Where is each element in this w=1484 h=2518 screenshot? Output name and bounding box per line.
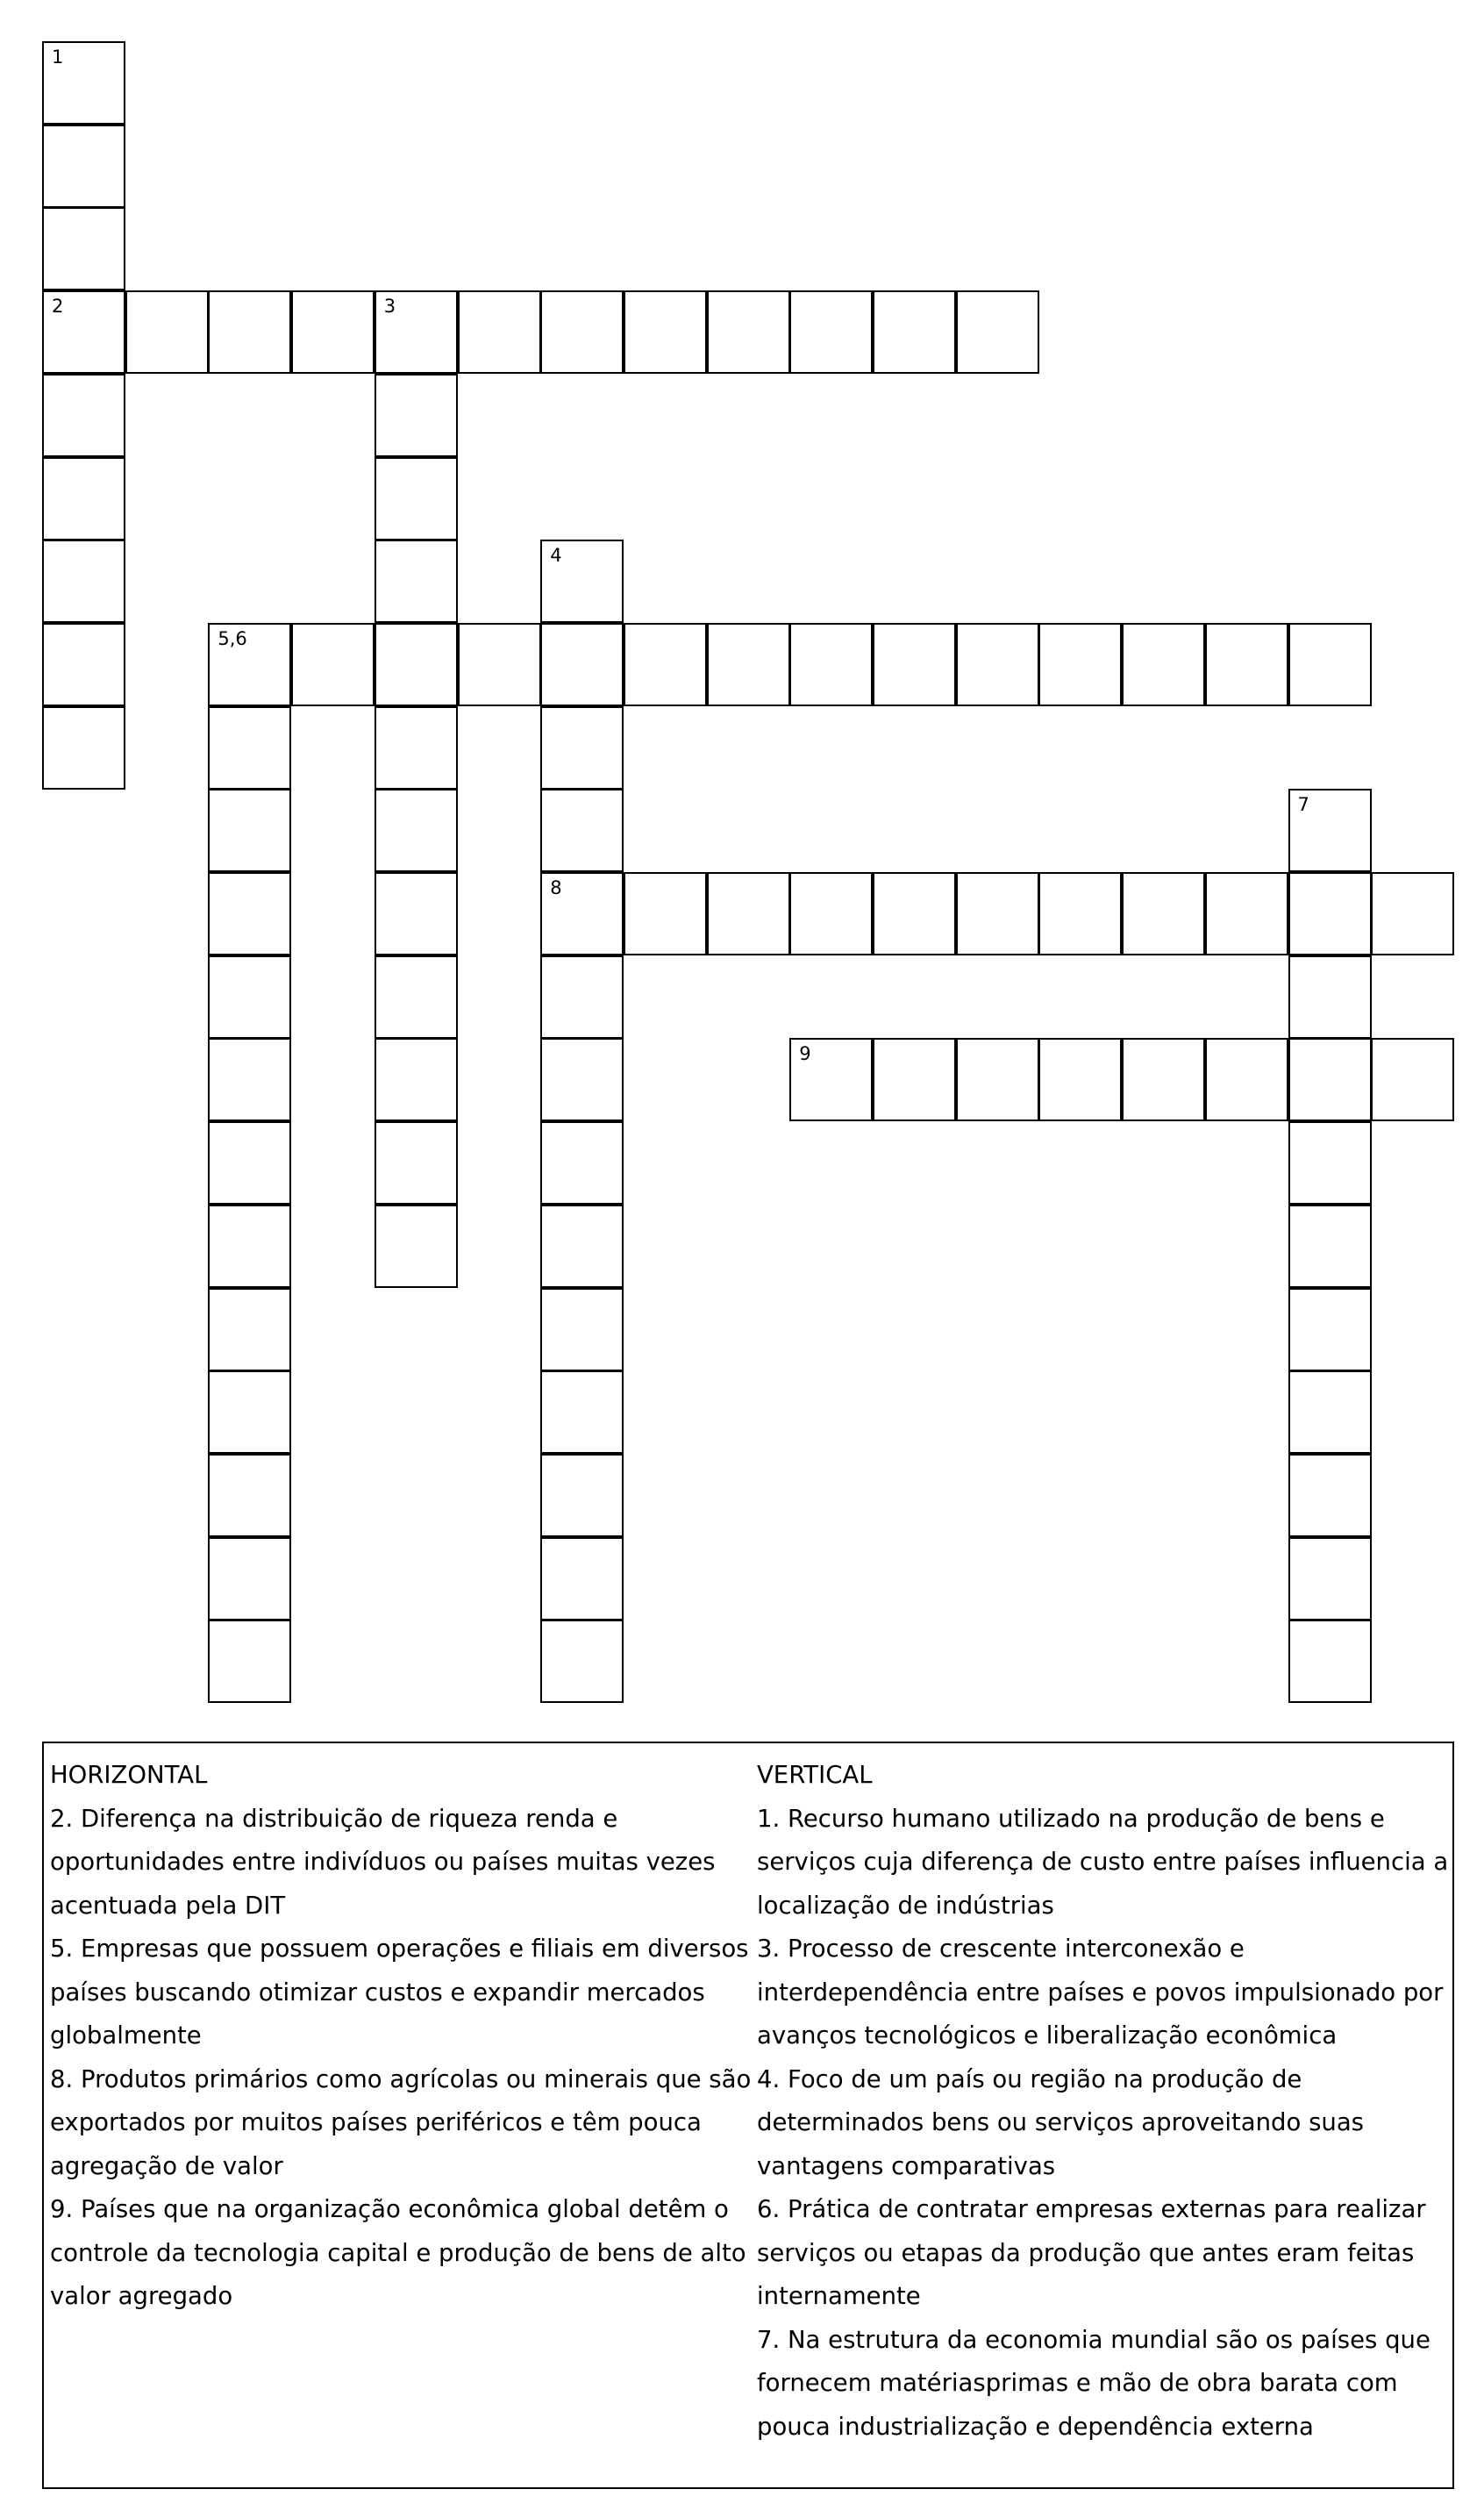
grid-cell[interactable] [375, 955, 458, 1039]
grid-cell[interactable] [956, 290, 1039, 374]
grid-cell[interactable] [375, 540, 458, 623]
grid-cell[interactable] [1122, 1038, 1205, 1121]
grid-cell[interactable] [208, 1288, 291, 1371]
grid-cell[interactable] [375, 290, 458, 374]
grid-cell[interactable] [873, 290, 956, 374]
grid-cell[interactable] [956, 623, 1039, 706]
grid-cell[interactable] [375, 706, 458, 790]
grid-cell[interactable] [208, 789, 291, 872]
clues-box [42, 1742, 1454, 2489]
grid-cell[interactable] [540, 789, 624, 872]
grid-cell[interactable] [42, 125, 125, 208]
grid-cell[interactable] [208, 1370, 291, 1454]
grid-cell[interactable] [208, 1620, 291, 1703]
clue-number: 1 [52, 46, 64, 68]
grid-cell[interactable] [208, 1454, 291, 1537]
grid-cell[interactable] [1205, 872, 1288, 955]
grid-cell[interactable] [540, 540, 624, 623]
grid-cell[interactable] [208, 872, 291, 955]
vertical-clue-3: 3. Processo de crescente interconexão e interdependência entre países e povos impulsionado por avanços tecnológicos e liberalização econômica [757, 1935, 1444, 2049]
grid-cell[interactable] [1038, 872, 1122, 955]
grid-cell[interactable] [42, 374, 125, 457]
grid-cell[interactable] [1205, 623, 1288, 706]
grid-cell[interactable] [1122, 623, 1205, 706]
grid-cell[interactable] [458, 290, 541, 374]
grid-cell[interactable] [375, 1121, 458, 1205]
grid-cell[interactable] [540, 1537, 624, 1620]
grid-cell[interactable] [1288, 1454, 1372, 1537]
grid-cell[interactable] [42, 41, 125, 125]
grid-cell[interactable] [1288, 623, 1372, 706]
grid-cell[interactable] [624, 623, 707, 706]
grid-cell[interactable] [42, 457, 125, 540]
grid-cell[interactable] [1371, 872, 1454, 955]
horizontal-clue-9: 9. Países que na organização econômica global detêm o controle da tecnologia capital e produção de bens de alto valor agregado [50, 2195, 746, 2310]
grid-cell[interactable] [42, 540, 125, 623]
vertical-clue-4: 4. Foco de um país ou região na produção de determinados bens ou serviços aproveitando suas vantagens comparativas [757, 2064, 1364, 2180]
grid-cell[interactable] [375, 623, 458, 706]
grid-cell[interactable] [1038, 623, 1122, 706]
grid-cell[interactable] [956, 872, 1039, 955]
grid-cell[interactable] [540, 706, 624, 790]
grid-cell[interactable] [291, 290, 375, 374]
grid-cell[interactable] [1288, 1205, 1372, 1288]
grid-cell[interactable] [42, 623, 125, 706]
grid-cell[interactable] [540, 872, 624, 955]
clue-number: 2 [52, 296, 64, 318]
grid-cell[interactable] [1288, 1288, 1372, 1371]
grid-cell[interactable] [1288, 1121, 1372, 1205]
grid-cell[interactable] [208, 955, 291, 1039]
horizontal-title: HORIZONTAL [50, 1761, 208, 1789]
clue-number: 3 [383, 296, 396, 318]
vertical-title: VERTICAL [757, 1761, 873, 1789]
grid-cell[interactable] [789, 872, 873, 955]
grid-cell[interactable] [208, 706, 291, 790]
grid-cell[interactable] [789, 290, 873, 374]
grid-cell[interactable] [540, 1121, 624, 1205]
vertical-clue-1: 1. Recurso humano utilizado na produção de bens e serviços cuja diferença de custo entre países influencia a localização de indústrias [757, 1804, 1449, 1920]
grid-cell[interactable] [540, 290, 624, 374]
grid-cell[interactable] [375, 872, 458, 955]
grid-cell[interactable] [208, 1121, 291, 1205]
grid-cell[interactable] [1288, 955, 1372, 1039]
clue-number: 8 [550, 877, 562, 898]
grid-cell[interactable] [1288, 789, 1372, 872]
vertical-clue-7: 7. Na estrutura da economia mundial são os países que fornecem matériasprimas e mão de obra barata com pouca industrialização e dependência externa [757, 2325, 1430, 2441]
horizontal-clue-2: 2. Diferença na distribuição de riqueza renda e oportunidades entre indivíduos ou países muitas vezes acentuada pela DIT [50, 1804, 716, 1920]
clue-number: 7 [1297, 794, 1309, 816]
grid-cell[interactable] [540, 1620, 624, 1703]
vertical-clue-6: 6. Prática de contratar empresas externas para realizar serviços ou etapas da produção que antes eram feitas internamente [757, 2195, 1426, 2310]
grid-cell[interactable] [540, 1370, 624, 1454]
grid-cell[interactable] [1288, 1620, 1372, 1703]
grid-cell[interactable] [1288, 1537, 1372, 1620]
grid-cell[interactable] [956, 1038, 1039, 1121]
clue-number: 4 [550, 545, 562, 567]
clue-number: 5,6 [218, 627, 247, 649]
grid-cell[interactable] [1288, 1370, 1372, 1454]
grid-cell[interactable] [789, 1038, 873, 1121]
grid-cell[interactable] [375, 789, 458, 872]
grid-cell[interactable] [375, 374, 458, 457]
grid-cell[interactable] [375, 1038, 458, 1121]
horizontal-clues [50, 1754, 752, 2319]
grid-cell[interactable] [624, 290, 707, 374]
grid-cell[interactable] [1288, 1038, 1372, 1121]
grid-cell[interactable] [375, 457, 458, 540]
grid-cell[interactable] [208, 1205, 291, 1288]
grid-cell[interactable] [540, 1205, 624, 1288]
horizontal-clue-5: 5. Empresas que possuem operações e filiais em diversos países buscando otimizar custos e expandir mercados globalmente [50, 1935, 749, 2049]
grid-cell[interactable] [707, 290, 790, 374]
grid-cell[interactable] [540, 1288, 624, 1371]
grid-cell[interactable] [1371, 1038, 1454, 1121]
clue-number: 9 [799, 1043, 811, 1065]
grid-cell[interactable] [707, 872, 790, 955]
grid-cell[interactable] [125, 290, 209, 374]
grid-cell[interactable] [873, 872, 956, 955]
grid-cell[interactable] [208, 1537, 291, 1620]
grid-cell[interactable] [291, 623, 375, 706]
grid-cell[interactable] [789, 623, 873, 706]
grid-cell[interactable] [1205, 1038, 1288, 1121]
grid-cell[interactable] [707, 623, 790, 706]
grid-cell[interactable] [1288, 872, 1372, 955]
grid-cell[interactable] [208, 290, 291, 374]
grid-cell[interactable] [540, 955, 624, 1039]
grid-cell[interactable] [42, 207, 125, 290]
grid-cell[interactable] [540, 1454, 624, 1537]
grid-cell[interactable] [208, 623, 291, 706]
grid-cell[interactable] [208, 1038, 291, 1121]
grid-cell[interactable] [540, 1038, 624, 1121]
grid-cell[interactable] [873, 623, 956, 706]
grid-cell[interactable] [873, 1038, 956, 1121]
grid-cell[interactable] [458, 623, 541, 706]
grid-cell[interactable] [540, 623, 624, 706]
grid-cell[interactable] [1122, 872, 1205, 955]
horizontal-clue-8: 8. Produtos primários como agrícolas ou minerais que são exportados por muitos países periféricos e têm pouca agregação de valor [50, 2064, 752, 2180]
grid-cell[interactable] [375, 1205, 458, 1288]
grid-cell[interactable] [1038, 1038, 1122, 1121]
grid-cell[interactable] [42, 706, 125, 790]
vertical-clues [757, 1754, 1450, 2449]
grid-cell[interactable] [624, 872, 707, 955]
grid-cell[interactable] [42, 290, 125, 374]
